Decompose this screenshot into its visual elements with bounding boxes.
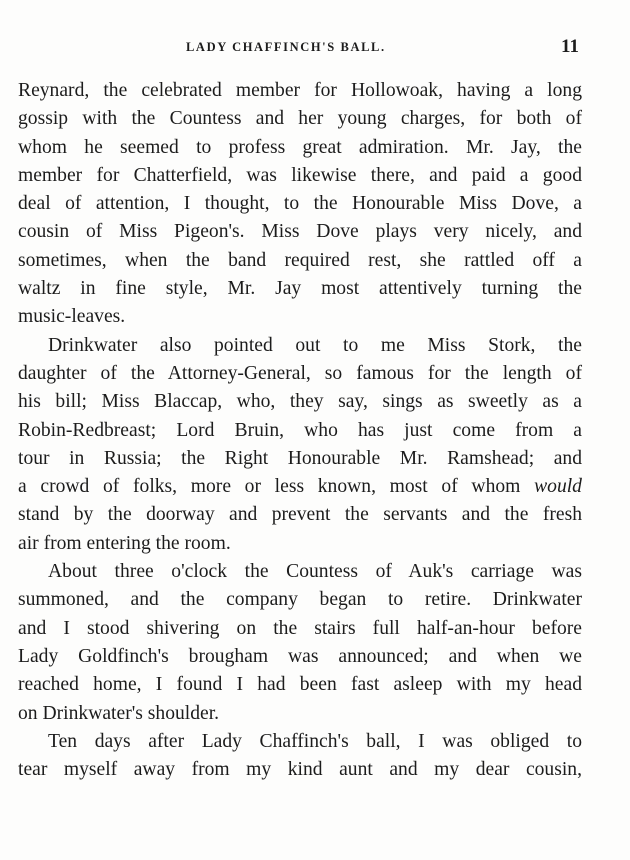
paragraph	[18, 558, 582, 728]
text-line: Reynard, the celebrated member for Hollowoak, having a long	[18, 80, 582, 101]
text-line: Ten days after Lady Chaffinch's ball, I was obliged to	[48, 730, 582, 752]
text-line: deal of attention, I thought, to the Honourable Miss Dove, a	[18, 193, 582, 215]
text-line: waltz in fine style, Mr. Jay most attentively turning the	[18, 278, 582, 300]
text-line: stand by the doorway and prevent the servants and the fresh	[18, 504, 582, 526]
text-line-with-emphasis	[18, 473, 582, 501]
text-line: whom he seemed to profess great admiration. Mr. Jay, the	[18, 136, 582, 158]
text-line: gossip with the Countess and her young charges, for both of	[18, 108, 582, 130]
text-line: About three o'clock the Countess of Auk's carriage was	[48, 561, 582, 583]
page-number: 11	[561, 36, 579, 57]
emphasized-word: would	[534, 476, 582, 498]
text-line: music-leaves.	[18, 306, 126, 328]
text-line: summoned, and the company began to retire. Drinkwater	[18, 589, 582, 611]
text-line: daughter of the Attorney-General, so famous for the length of	[18, 362, 582, 384]
text-line: tour in Russia; the Right Honourable Mr. Ramshead; and	[18, 447, 582, 469]
text-line: and I stood shivering on the stairs full half-an-hour before	[18, 617, 582, 639]
text-line: his bill; Miss Blaccap, who, they say, sings as sweetly as a	[18, 391, 582, 413]
text-line: sometimes, when the band required rest, she rattled off a	[18, 249, 582, 271]
body-text	[18, 77, 582, 784]
text-line-part: a crowd of folks, more or less known, most of whom	[18, 476, 521, 498]
running-header	[0, 38, 630, 62]
text-line: member for Chatterfield, was likewise there, and paid a good	[18, 164, 582, 186]
text-line: Robin-Redbreast; Lord Bruin, who has just come from a	[18, 419, 582, 441]
text-line: Lady Goldfinch's brougham was announced; and when we	[18, 645, 582, 667]
text-line: Drinkwater also pointed out to me Miss Stork, the	[48, 334, 582, 356]
paragraph	[18, 728, 582, 785]
paragraph	[18, 332, 582, 558]
text-line: tear myself away from my kind aunt and my dear cousin,	[18, 759, 582, 781]
text-line: on Drinkwater's shoulder.	[18, 702, 220, 724]
paragraph	[18, 77, 582, 332]
text-line: cousin of Miss Pigeon's. Miss Dove plays very nicely, and	[18, 221, 582, 243]
running-title: LADY CHAFFINCH'S BALL.	[186, 40, 386, 54]
text-line: air from entering the room.	[18, 532, 231, 554]
text-line: reached home, I found I had been fast asleep with my head	[18, 674, 582, 696]
